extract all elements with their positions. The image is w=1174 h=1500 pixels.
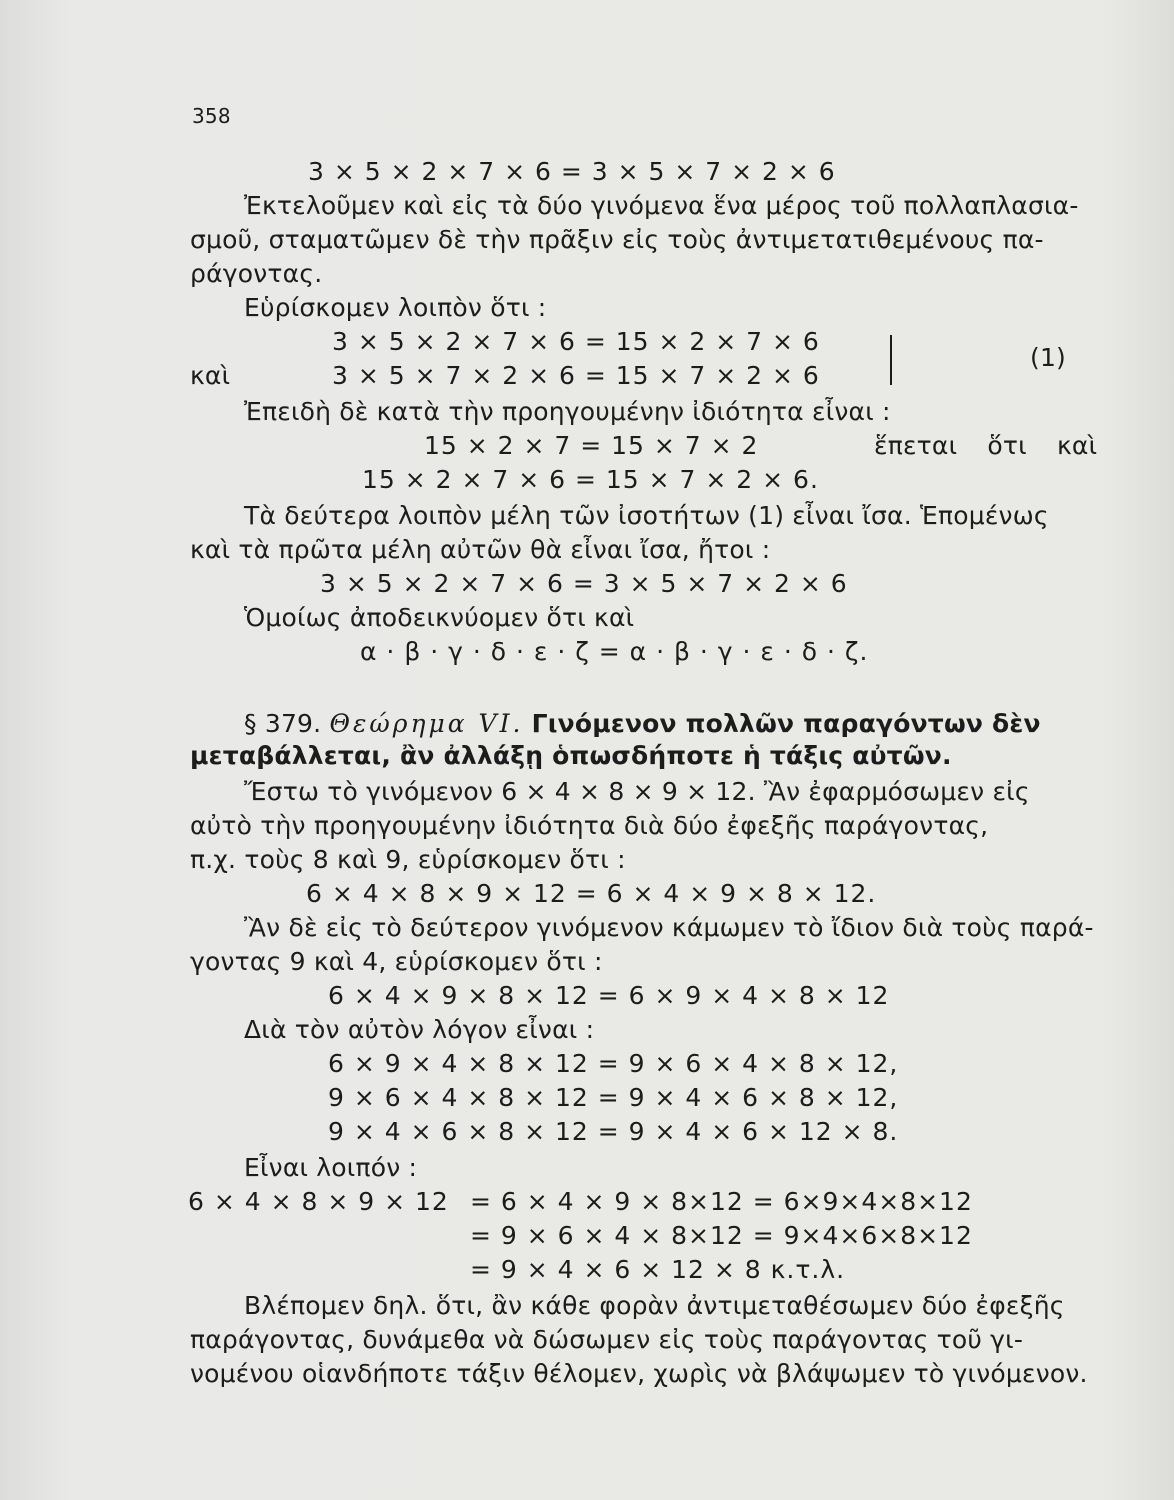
brace (880, 335, 892, 385)
text-line: π.χ. τοὺς 8 καὶ 9, εὑρίσκομεν ὅτι : (190, 845, 626, 874)
section-number: § 379. (244, 709, 322, 738)
page-number: 358 (192, 104, 231, 128)
equation-line: 6 × 4 × 8 × 9 × 12 = 6 × 4 × 9 × 8 × 12. (306, 879, 877, 908)
theorem-label: Θεώρημα VI. (329, 709, 524, 738)
equation-line: = 6 × 4 × 9 × 8×12 = 6×9×4×8×12 (470, 1187, 973, 1216)
equation-line: 6 × 4 × 8 × 9 × 12 (188, 1187, 449, 1216)
text-line: παράγοντας, δυνάμεθα νὰ δώσωμεν εἰς τοὺς παράγοντας τοῦ γι- (190, 1325, 1024, 1354)
equation-line: 15 × 2 × 7 = 15 × 7 × 2 (424, 431, 759, 460)
equation-line: = 9 × 4 × 6 × 12 × 8 κ.τ.λ. (470, 1255, 846, 1284)
section-heading (244, 708, 1041, 740)
equation-line: = 9 × 6 × 4 × 8×12 = 9×4×6×8×12 (470, 1221, 973, 1250)
text-line: καὶ (190, 361, 231, 390)
equation-line: 3 × 5 × 2 × 7 × 6 = 3 × 5 × 7 × 2 × 6 (320, 569, 848, 598)
text-line: Ἐκτελοῦμεν καὶ εἰς τὰ δύο γινόμενα ἕνα μέρος τοῦ πολλαπλασια- (244, 191, 1079, 220)
text-line: καὶ τὰ πρῶτα μέλη αὐτῶν θὰ εἶναι ἴσα, ἤτοι : (190, 535, 771, 564)
text-line: Διὰ τὸν αὐτὸν λόγον εἶναι : (244, 1015, 595, 1044)
equation-line: 6 × 4 × 9 × 8 × 12 = 6 × 9 × 4 × 8 × 12 (328, 981, 890, 1010)
text-line: γοντας 9 καὶ 4, εὑρίσκομεν ὅτι : (190, 947, 603, 976)
text-line: Ἂν δὲ εἰς τὸ δεύτερον γινόμενον κάμωμεν τὸ ἴδιον διὰ τοὺς παρά- (244, 913, 1094, 942)
text-line: Ὁμοίως ἀποδεικνύομεν ὅτι καὶ (244, 603, 635, 632)
text-line: Εὑρίσκομεν λοιπὸν ὅτι : (244, 293, 547, 322)
text-line: Βλέπομεν δηλ. ὅτι, ἂν κάθε φορὰν ἀντιμεταθέσωμεν δύο ἐφεξῆς (244, 1291, 1065, 1320)
theorem-title: Γινόμενον πολλῶν παραγόντων δὲν (531, 709, 1041, 738)
theorem-title-continued: μεταβάλλεται, ἂν ἀλλάξῃ ὁπωσδήποτε ἡ τάξις αὐτῶν. (190, 741, 952, 770)
text-line: σμοῦ, σταματῶμεν δὲ τὴν πρᾶξιν εἰς τοὺς ἀντιμετατιθεμένους πα- (190, 225, 1044, 254)
equation-line: α · β · γ · δ · ε · ζ = α · β · γ · ε · δ · ζ. (360, 637, 869, 666)
text-line: Τὰ δεύτερα λοιπὸν μέλη τῶν ἰσοτήτων (1) εἶναι ἴσα. Ἑπομένως (244, 501, 1049, 530)
text-line: Εἶναι λοιπόν : (244, 1153, 418, 1182)
equation-line: 9 × 4 × 6 × 8 × 12 = 9 × 4 × 6 × 12 × 8. (328, 1117, 899, 1146)
text-line: αὐτὸ τὴν προηγουμένην ἰδιότητα διὰ δύο ἐφεξῆς παράγοντας, (190, 811, 989, 840)
text-line: Ἐπειδὴ δὲ κατὰ τὴν προηγουμένην ἰδιότητα εἶναι : (244, 397, 891, 426)
equation-line: 9 × 6 × 4 × 8 × 12 = 9 × 4 × 6 × 8 × 12, (328, 1083, 899, 1112)
text-line: ράγοντας. (190, 259, 323, 288)
equation-line: 6 × 9 × 4 × 8 × 12 = 9 × 6 × 4 × 8 × 12, (328, 1049, 899, 1078)
equation-line: 3 × 5 × 2 × 7 × 6 = 3 × 5 × 7 × 2 × 6 (308, 157, 836, 186)
text-line: Ἔστω τὸ γινόμενον 6 × 4 × 8 × 9 × 12. Ἂν ἐφαρμόσωμεν εἰς (244, 777, 1030, 806)
equation-line: 3 × 5 × 7 × 2 × 6 = 15 × 7 × 2 × 6 (332, 361, 820, 390)
equation-label: (1) (1030, 343, 1067, 372)
text-line: νομένου οἱανδήποτε τάξιν θέλομεν, χωρὶς νὰ βλάψωμεν τὸ γινόμενον. (190, 1359, 1088, 1388)
equation-line: 3 × 5 × 2 × 7 × 6 = 15 × 2 × 7 × 6 (332, 327, 820, 356)
text-line: ἕπεται ὅτι καὶ (874, 431, 1098, 460)
equation-line: 15 × 2 × 7 × 6 = 15 × 7 × 2 × 6. (362, 465, 819, 494)
